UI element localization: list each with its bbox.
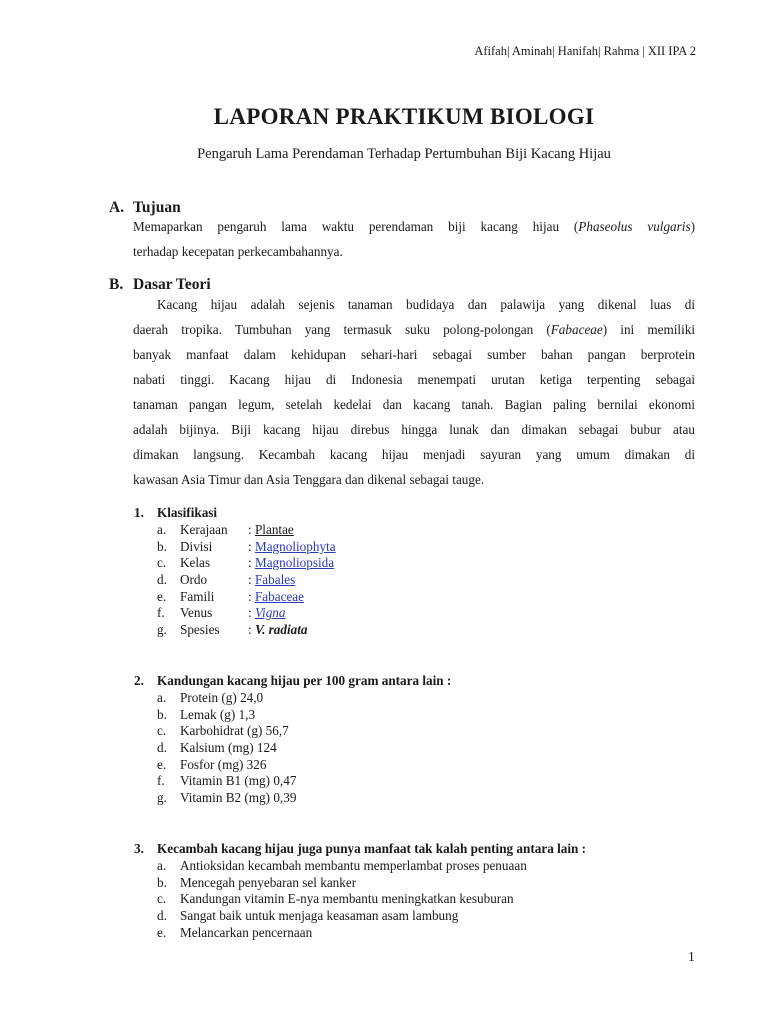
list-item: a. Kerajaan : Plantae bbox=[157, 522, 294, 537]
list-text: Antioksidan kecambah membantu memperlambat proses penuaan bbox=[180, 858, 527, 873]
list-marker: b. bbox=[157, 874, 167, 890]
list-marker: d. bbox=[157, 908, 167, 924]
section-a-line-1 bbox=[133, 214, 695, 239]
list-text: Fosfor (mg) 326 bbox=[180, 756, 267, 772]
list-text: Sangat baik untuk menjaga keasaman asam lambung bbox=[180, 908, 459, 924]
section-a-letter: A. bbox=[109, 199, 125, 216]
page-number: 1 bbox=[688, 949, 695, 964]
classification-value[interactable]: Plantae bbox=[254, 522, 294, 537]
list-1-title: Klasifikasi bbox=[157, 505, 218, 520]
section-b-line: dimakan langsung. Kecambah kacang hijau menjadi sayuran yang umum dimakan di bbox=[133, 447, 695, 462]
list-item bbox=[157, 875, 527, 892]
list-marker: c. bbox=[157, 891, 167, 907]
list-2-title: Kandungan kacang hijau per 100 gram antara lain : bbox=[157, 673, 452, 688]
list-item: e. Famili : Fabaceae bbox=[157, 588, 305, 604]
list-marker: f. bbox=[157, 773, 165, 789]
section-b-letter: B. bbox=[109, 276, 124, 293]
list-marker: d. bbox=[157, 740, 167, 756]
list-text: Mencegah penyebaran sel kanker bbox=[180, 874, 357, 890]
text-run: ) ini memiliki bbox=[602, 322, 696, 337]
list-text: Kandungan vitamin E-nya membantu meningkatkan kesuburan bbox=[180, 891, 514, 907]
list-item bbox=[157, 891, 527, 908]
classification-value: V. radiata bbox=[254, 622, 308, 638]
list-text: Vitamin B1 (mg) 0,47 bbox=[180, 773, 297, 789]
text-run: ) bbox=[690, 219, 695, 234]
section-b-line bbox=[133, 317, 695, 342]
header-authors: Afifah| Aminah| Hanifah| Rahma | XII IPA 2 bbox=[474, 44, 696, 58]
classification-link[interactable]: Magnoliophyta bbox=[254, 538, 336, 554]
classification-label: Venus bbox=[180, 605, 213, 621]
list-item: d. Ordo : Fabales bbox=[157, 572, 296, 588]
list-item bbox=[157, 925, 527, 942]
nutrition-list bbox=[157, 690, 296, 807]
list-marker: e. bbox=[157, 924, 167, 940]
list-item: g. Spesies : V. radiata bbox=[157, 622, 308, 638]
list-text: Vitamin B2 (mg) 0,39 bbox=[180, 790, 297, 806]
classification-link[interactable]: Fabaceae bbox=[254, 588, 305, 604]
list-marker: a. bbox=[157, 522, 167, 537]
list-marker: f. bbox=[157, 605, 165, 621]
list-marker: c. bbox=[157, 723, 167, 739]
list-marker: g. bbox=[157, 790, 167, 806]
list-item bbox=[157, 757, 296, 774]
classification-link[interactable]: Magnoliopsida bbox=[254, 555, 335, 571]
list-2-number: 2. bbox=[134, 673, 144, 688]
list-item bbox=[157, 740, 296, 757]
section-b-line: Kacang hijau adalah sejenis tanaman budidaya dan palawija yang dikenal luas di bbox=[157, 297, 695, 312]
list-marker: a. bbox=[157, 858, 167, 873]
list-item: f. Venus : Vigna bbox=[157, 605, 286, 621]
classification-link[interactable]: Fabales bbox=[254, 572, 296, 588]
scientific-name: Phaseolus vulgaris bbox=[578, 219, 691, 234]
classification-label: Kerajaan bbox=[180, 522, 228, 537]
list-marker: g. bbox=[157, 622, 167, 638]
list-1-heading bbox=[134, 505, 217, 521]
list-marker: e. bbox=[157, 756, 167, 772]
classification-label: Famili bbox=[180, 588, 215, 604]
section-b-paragraph bbox=[133, 292, 695, 492]
classification-label: Divisi bbox=[180, 538, 213, 554]
list-item bbox=[157, 908, 527, 925]
section-b-line: nabati tinggi. Kacang hijau di Indonesia menempati urutan ketiga terpenting sebagai bbox=[133, 372, 695, 387]
classification-list bbox=[157, 522, 336, 639]
classification-label: Spesies bbox=[180, 622, 220, 638]
list-item bbox=[157, 858, 527, 875]
list-marker: e. bbox=[157, 588, 167, 604]
benefits-list bbox=[157, 858, 527, 941]
list-marker: b. bbox=[157, 706, 167, 722]
list-item bbox=[157, 690, 296, 707]
classification-link[interactable]: Vigna bbox=[254, 605, 286, 621]
classification-label: Kelas bbox=[180, 555, 211, 571]
page-subtitle: Pengaruh Lama Perendaman Terhadap Pertumbuhan Biji Kacang Hijau bbox=[197, 146, 611, 162]
list-3-number: 3. bbox=[134, 841, 144, 856]
section-b-line: tanaman pangan legum, setelah kedelai dan kacang tanah. Bagian paling bernilai ekonomi bbox=[133, 397, 695, 412]
list-text: Karbohidrat (g) 56,7 bbox=[180, 723, 289, 739]
text-run: Memaparkan pengaruh lama waktu perendaman biji kacang hijau ( bbox=[133, 219, 579, 234]
list-item bbox=[157, 790, 296, 807]
list-text: Lemak (g) 1,3 bbox=[180, 706, 256, 722]
text-run: daerah tropika. Tumbuhan yang termasuk suku polong-polongan ( bbox=[133, 322, 551, 337]
list-1-number: 1. bbox=[134, 505, 144, 520]
section-b-line: adalah bijinya. Biji kacang hijau direbus hingga lunak dan dimakan sebagai bubur atau bbox=[133, 422, 695, 437]
list-3-title: Kecambah kacang hijau juga punya manfaat tak kalah penting antara lain : bbox=[157, 841, 587, 856]
list-2-heading bbox=[134, 673, 451, 689]
list-item bbox=[157, 707, 296, 724]
section-a-title: Tujuan bbox=[133, 199, 181, 216]
classification-label: Ordo bbox=[180, 572, 208, 588]
section-b-line: kawasan Asia Timur dan Asia Tenggara dan dikenal sebagai tauge. bbox=[133, 472, 485, 487]
page-title: LAPORAN PRAKTIKUM BIOLOGI bbox=[213, 104, 595, 129]
list-marker: a. bbox=[157, 690, 167, 705]
list-text: Melancarkan pencernaan bbox=[180, 924, 313, 940]
list-marker: c. bbox=[157, 555, 167, 571]
list-3-heading bbox=[134, 841, 586, 857]
list-marker: b. bbox=[157, 538, 167, 554]
list-text: Kalsium (mg) 124 bbox=[180, 740, 277, 756]
section-a-line-2: terhadap kecepatan perkecambahannya. bbox=[133, 244, 343, 259]
list-item: b. Divisi : Magnoliophyta bbox=[157, 538, 336, 554]
list-text: Protein (g) 24,0 bbox=[180, 690, 264, 705]
section-b-title: Dasar Teori bbox=[133, 276, 211, 293]
list-item bbox=[157, 773, 296, 790]
list-item bbox=[157, 723, 296, 740]
list-item: c. Kelas : Magnoliopsida bbox=[157, 555, 335, 571]
list-marker: d. bbox=[157, 572, 167, 588]
section-b-line: banyak manfaat dalam kehidupan sehari-hari sebagai sumber bahan pangan berprotein bbox=[133, 347, 695, 362]
section-a-paragraph bbox=[133, 214, 695, 264]
family-name: Fabaceae bbox=[550, 322, 603, 337]
